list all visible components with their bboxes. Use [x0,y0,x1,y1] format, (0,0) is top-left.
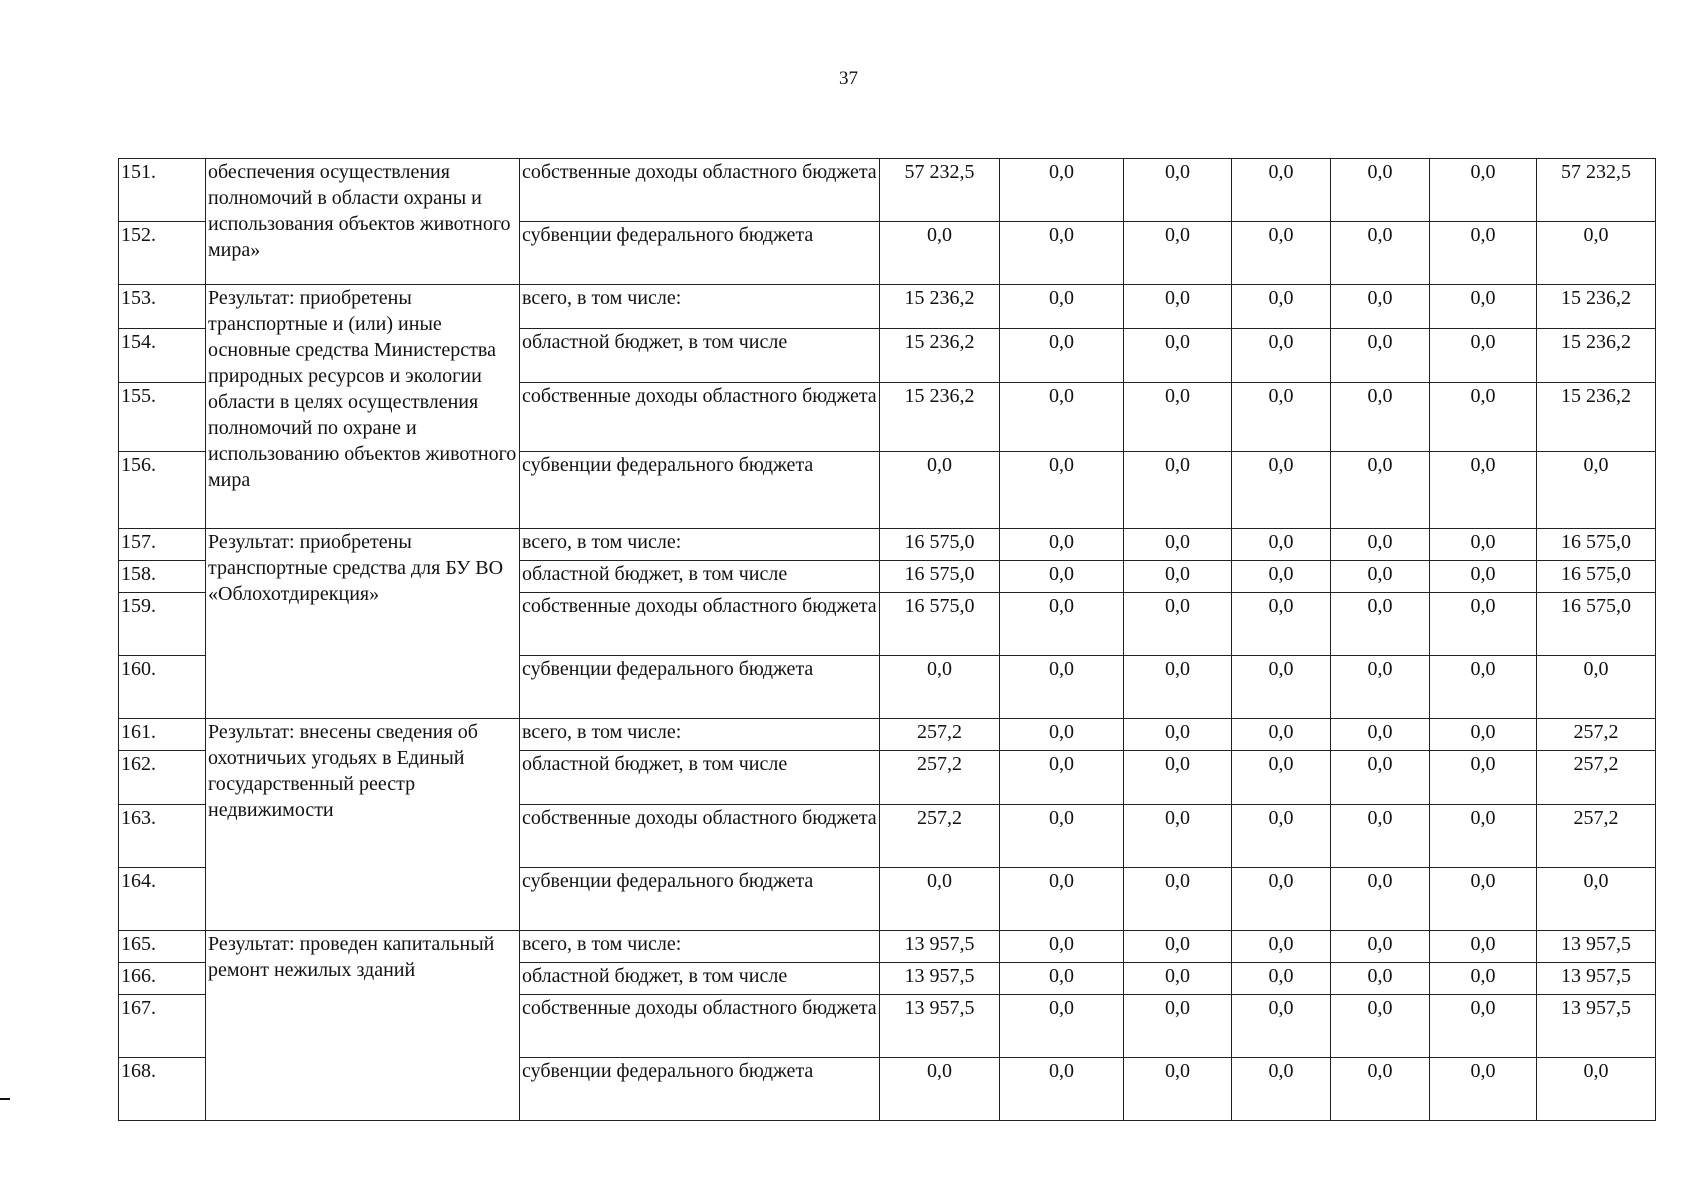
amount-cell: 0,0 [1430,805,1537,868]
row-number: 151. [119,159,206,222]
amount-cell: 0,0 [1537,1058,1656,1121]
amount-cell: 0,0 [1430,656,1537,719]
row-number: 154. [119,329,206,383]
amount-cell: 0,0 [1331,751,1430,805]
amount-cell: 0,0 [1331,529,1430,561]
amount-cell: 0,0 [1232,751,1331,805]
row-number: 168. [119,1058,206,1121]
amount-cell: 257,2 [1537,719,1656,751]
amount-cell: 0,0 [1232,329,1331,383]
row-number: 160. [119,656,206,719]
amount-cell: 0,0 [1430,285,1537,329]
funding-source: всего, в том числе: [520,719,880,751]
amount-cell: 0,0 [1537,868,1656,931]
amount-cell: 0,0 [1331,159,1430,222]
margin-mark [0,1098,10,1100]
row-number: 156. [119,452,206,529]
row-number: 162. [119,751,206,805]
amount-cell: 0,0 [1232,719,1331,751]
amount-cell: 0,0 [1430,995,1537,1058]
amount-cell: 0,0 [1430,383,1537,452]
result-description: обеспечения осуществления полномочий в области охраны и использования объектов животного мира» [206,159,520,285]
amount-cell: 0,0 [1000,285,1124,329]
row-number: 157. [119,529,206,561]
amount-cell: 15 236,2 [1537,383,1656,452]
amount-cell: 0,0 [1331,383,1430,452]
amount-cell: 16 575,0 [1537,593,1656,656]
result-description: Результат: проведен капитальный ремонт нежилых зданий [206,931,520,1121]
amount-cell: 0,0 [1000,995,1124,1058]
amount-cell: 13 957,5 [880,963,1000,995]
amount-cell: 0,0 [880,656,1000,719]
amount-cell: 57 232,5 [880,159,1000,222]
row-number: 159. [119,593,206,656]
amount-cell: 0,0 [1331,656,1430,719]
funding-source: собственные доходы областного бюджета [520,995,880,1058]
amount-cell: 0,0 [1000,222,1124,285]
row-number: 161. [119,719,206,751]
funding-source: областной бюджет, в том числе [520,751,880,805]
amount-cell: 0,0 [1000,159,1124,222]
amount-cell: 0,0 [1000,561,1124,593]
amount-cell: 0,0 [1232,452,1331,529]
amount-cell: 0,0 [1000,1058,1124,1121]
amount-cell: 0,0 [1331,931,1430,963]
row-number: 163. [119,805,206,868]
funding-source: всего, в том числе: [520,285,880,329]
amount-cell: 0,0 [1430,452,1537,529]
table-row [119,719,1656,751]
amount-cell: 0,0 [1232,963,1331,995]
row-number: 152. [119,222,206,285]
amount-cell: 0,0 [1331,593,1430,656]
amount-cell: 0,0 [1430,963,1537,995]
amount-cell: 0,0 [1232,805,1331,868]
amount-cell: 0,0 [1430,868,1537,931]
amount-cell: 0,0 [1124,159,1232,222]
funding-source: собственные доходы областного бюджета [520,383,880,452]
amount-cell: 0,0 [1232,931,1331,963]
amount-cell: 57 232,5 [1537,159,1656,222]
amount-cell: 0,0 [1000,452,1124,529]
amount-cell: 0,0 [1331,222,1430,285]
amount-cell: 0,0 [1000,868,1124,931]
row-number: 165. [119,931,206,963]
amount-cell: 15 236,2 [880,285,1000,329]
amount-cell: 0,0 [880,1058,1000,1121]
amount-cell: 0,0 [1232,222,1331,285]
amount-cell: 257,2 [1537,751,1656,805]
amount-cell: 0,0 [1000,383,1124,452]
funding-source: субвенции федерального бюджета [520,452,880,529]
amount-cell: 0,0 [1430,159,1537,222]
amount-cell: 257,2 [1537,805,1656,868]
result-description: Результат: внесены сведения об охотничьих угодьях в Единый государственный реестр недвижимости [206,719,520,931]
amount-cell: 0,0 [1124,529,1232,561]
amount-cell: 0,0 [1232,561,1331,593]
amount-cell: 16 575,0 [880,593,1000,656]
result-description: Результат: приобретены транспортные средства для БУ ВО «Облохотдирекция» [206,529,520,719]
amount-cell: 0,0 [1000,751,1124,805]
amount-cell: 0,0 [1232,593,1331,656]
amount-cell: 0,0 [1232,383,1331,452]
amount-cell: 0,0 [1124,561,1232,593]
row-number: 164. [119,868,206,931]
amount-cell: 0,0 [1232,529,1331,561]
budget-table [118,158,1656,1121]
table-row [119,529,1656,561]
amount-cell: 13 957,5 [1537,963,1656,995]
amount-cell: 0,0 [1124,995,1232,1058]
amount-cell: 0,0 [1124,719,1232,751]
amount-cell: 0,0 [1000,529,1124,561]
funding-source: собственные доходы областного бюджета [520,805,880,868]
amount-cell: 0,0 [1331,1058,1430,1121]
funding-source: субвенции федерального бюджета [520,222,880,285]
amount-cell: 0,0 [1124,329,1232,383]
table-row [119,159,1656,222]
amount-cell: 0,0 [1430,719,1537,751]
amount-cell: 0,0 [1124,1058,1232,1121]
amount-cell: 0,0 [1331,719,1430,751]
amount-cell: 0,0 [1331,963,1430,995]
amount-cell: 0,0 [1331,329,1430,383]
amount-cell: 257,2 [880,805,1000,868]
amount-cell: 0,0 [880,222,1000,285]
funding-source: субвенции федерального бюджета [520,868,880,931]
amount-cell: 0,0 [880,868,1000,931]
amount-cell: 0,0 [1124,931,1232,963]
amount-cell: 0,0 [1430,329,1537,383]
amount-cell: 13 957,5 [880,931,1000,963]
amount-cell: 16 575,0 [1537,529,1656,561]
table-row [119,285,1656,329]
budget-table-body [119,159,1656,1121]
funding-source: областной бюджет, в том числе [520,561,880,593]
amount-cell: 0,0 [1000,593,1124,656]
amount-cell: 0,0 [1000,656,1124,719]
amount-cell: 0,0 [1331,868,1430,931]
amount-cell: 0,0 [880,452,1000,529]
funding-source: всего, в том числе: [520,529,880,561]
amount-cell: 13 957,5 [1537,995,1656,1058]
amount-cell: 16 575,0 [880,561,1000,593]
amount-cell: 13 957,5 [1537,931,1656,963]
amount-cell: 257,2 [880,719,1000,751]
amount-cell: 0,0 [1232,1058,1331,1121]
amount-cell: 0,0 [1537,222,1656,285]
amount-cell: 0,0 [1430,931,1537,963]
amount-cell: 0,0 [1430,561,1537,593]
amount-cell: 0,0 [1430,1058,1537,1121]
amount-cell: 0,0 [1124,285,1232,329]
amount-cell: 0,0 [1000,963,1124,995]
row-number: 167. [119,995,206,1058]
amount-cell: 0,0 [1000,931,1124,963]
funding-source: субвенции федерального бюджета [520,656,880,719]
funding-source: областной бюджет, в том числе [520,963,880,995]
amount-cell: 0,0 [1124,868,1232,931]
row-number: 158. [119,561,206,593]
amount-cell: 0,0 [1124,656,1232,719]
page-number: 37 [839,68,858,89]
amount-cell: 0,0 [1124,593,1232,656]
amount-cell: 0,0 [1430,222,1537,285]
amount-cell: 0,0 [1331,285,1430,329]
amount-cell: 0,0 [1124,963,1232,995]
amount-cell: 16 575,0 [880,529,1000,561]
amount-cell: 0,0 [1430,751,1537,805]
amount-cell: 0,0 [1232,868,1331,931]
funding-source: субвенции федерального бюджета [520,1058,880,1121]
row-number: 166. [119,963,206,995]
amount-cell: 0,0 [1537,656,1656,719]
amount-cell: 0,0 [1232,159,1331,222]
row-number: 153. [119,285,206,329]
amount-cell: 0,0 [1124,383,1232,452]
amount-cell: 0,0 [1331,995,1430,1058]
funding-source: всего, в том числе: [520,931,880,963]
amount-cell: 0,0 [1331,561,1430,593]
amount-cell: 0,0 [1124,452,1232,529]
amount-cell: 0,0 [1537,452,1656,529]
amount-cell: 257,2 [880,751,1000,805]
amount-cell: 0,0 [1232,995,1331,1058]
amount-cell: 0,0 [1232,285,1331,329]
amount-cell: 0,0 [1000,719,1124,751]
amount-cell: 0,0 [1331,452,1430,529]
row-number: 155. [119,383,206,452]
amount-cell: 0,0 [1000,329,1124,383]
amount-cell: 0,0 [1430,529,1537,561]
amount-cell: 0,0 [1232,656,1331,719]
table-row [119,931,1656,963]
amount-cell: 15 236,2 [880,329,1000,383]
funding-source: собственные доходы областного бюджета [520,593,880,656]
amount-cell: 16 575,0 [1537,561,1656,593]
amount-cell: 15 236,2 [880,383,1000,452]
amount-cell: 0,0 [1124,222,1232,285]
funding-source: собственные доходы областного бюджета [520,159,880,222]
funding-source: областной бюджет, в том числе [520,329,880,383]
amount-cell: 13 957,5 [880,995,1000,1058]
result-description: Результат: приобретены транспортные и (или) иные основные средства Министерства природных ресурсов и экологии области в целях осуществления полномочий по охране и использованию объектов животного мира [206,285,520,529]
amount-cell: 0,0 [1000,805,1124,868]
amount-cell: 0,0 [1430,593,1537,656]
amount-cell: 0,0 [1331,805,1430,868]
amount-cell: 0,0 [1124,751,1232,805]
amount-cell: 15 236,2 [1537,285,1656,329]
amount-cell: 0,0 [1124,805,1232,868]
amount-cell: 15 236,2 [1537,329,1656,383]
